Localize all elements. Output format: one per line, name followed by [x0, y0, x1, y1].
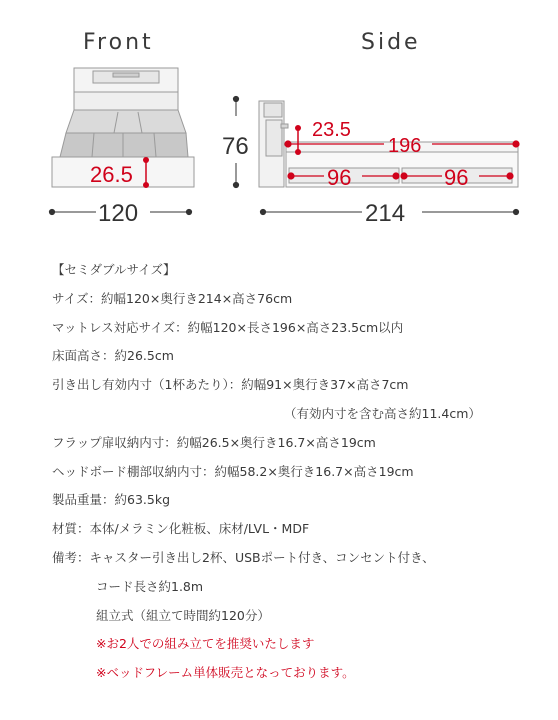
spec-headboard: ヘッドボード棚部収納内寸：約幅58.2×奥行き16.7×高さ19cm — [52, 463, 414, 479]
spec-title: 【セミダブルサイズ】 — [52, 262, 176, 277]
spec-flap: フラップ扉収納内寸：約幅26.5×奥行き16.7×高さ19cm — [52, 434, 376, 450]
spec-size: サイズ：約幅120×奥行き214×高さ76cm — [52, 290, 293, 306]
drawer1-label: 96 — [327, 165, 352, 190]
spec-list — [52, 256, 552, 688]
mattress-length-label: 196 — [388, 135, 422, 157]
front-view-title: Front — [83, 30, 154, 55]
spec-note-1: ※お2人での組み立てを推奨いたします — [96, 636, 315, 652]
drawer2-label: 96 — [444, 165, 469, 190]
side-view-title: Side — [361, 30, 421, 55]
side-height-label: 76 — [222, 133, 249, 160]
side-depth-label: 214 — [365, 200, 406, 227]
dimension-diagram — [0, 0, 558, 240]
spec-note-2: ※ベッドフレーム単体販売となっております。 — [96, 665, 355, 681]
spec-remarks-1: 備考：キャスター引き出し2杯、USBポート付き、コンセント付き、 — [52, 549, 435, 565]
spec-mattress-size: マットレス対応サイズ：約幅120×長さ196×高さ23.5cm以内 — [52, 319, 404, 335]
spec-floor-height: 床面高さ：約26.5cm — [52, 348, 174, 364]
spec-drawer-sub: （有効内寸を含む高さ約11.4cm） — [284, 405, 481, 421]
front-width-label: 120 — [98, 200, 139, 227]
spec-material: 材質：本体/メラミン化粧板、床材/LVL・MDF — [52, 521, 310, 537]
front-floor-height-label: 26.5 — [90, 162, 133, 187]
spec-remarks-3: 組立式（組立て時間約120分） — [96, 607, 270, 623]
mattress-thickness-label: 23.5 — [312, 119, 351, 141]
spec-remarks-2: コード長さ約1.8m — [96, 578, 204, 594]
spec-drawer: 引き出し有効内寸（1杯あたり）：約幅91×奥行き37×高さ7cm — [52, 377, 409, 393]
mattress-thickness-marker — [295, 125, 301, 155]
spec-weight: 製品重量：約63.5kg — [52, 492, 171, 508]
